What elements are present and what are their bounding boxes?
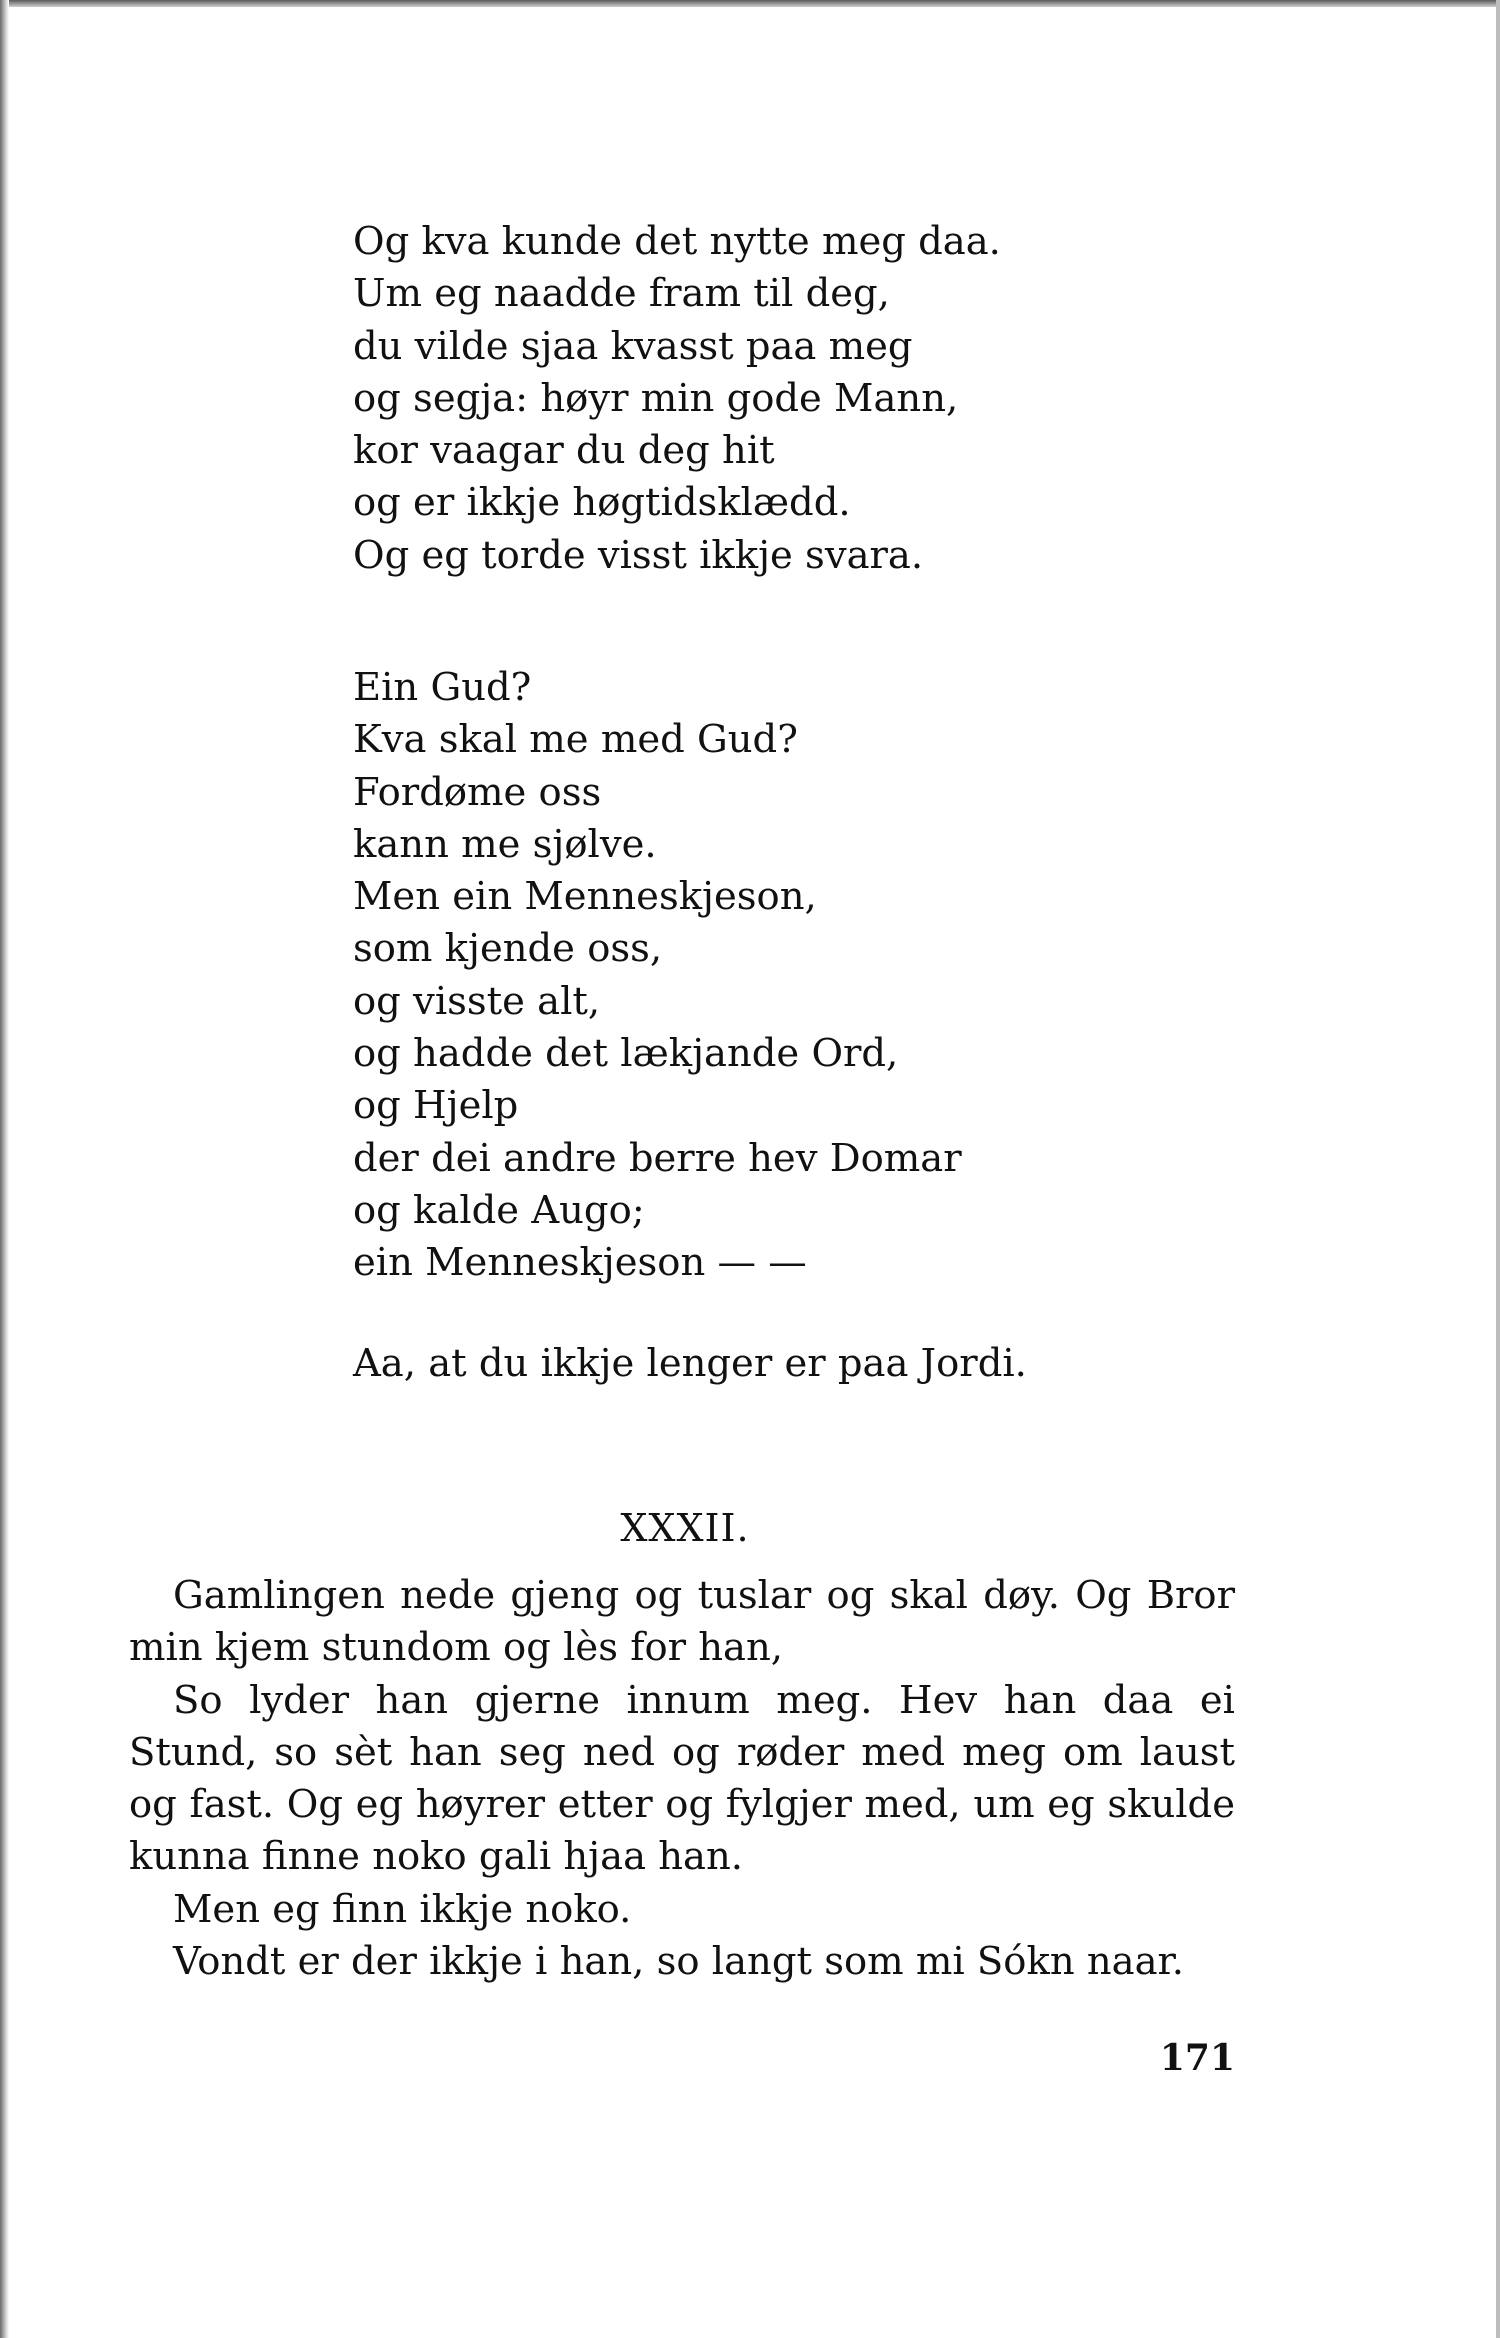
verse-line: Fordøme oss — [353, 769, 602, 815]
poem-stanza-3 — [353, 1338, 1027, 1390]
verse-line: Aa, at du ikkje lenger er paa Jordi. — [353, 1341, 1027, 1386]
verse-line: kor vaagar du deg hit — [353, 428, 775, 474]
verse-line: og segja: høyr min gode Mann, — [353, 375, 959, 421]
verse-line: der dei andre berre hev Domar — [353, 1135, 962, 1181]
prose-section — [129, 1570, 1235, 1988]
verse-line: Kva skal me med Gud? — [353, 717, 798, 763]
paragraph: Vondt er der ikkje i han, so langt som mi Sókn naar. — [173, 1939, 1184, 1985]
page-edge-top — [0, 0, 1500, 7]
verse-line: Um eg naadde fram til deg, — [353, 271, 890, 317]
verse-line: og visste alt, — [353, 978, 601, 1024]
verse-line: og kalde Augo; — [353, 1187, 645, 1233]
poem-stanza-2 — [353, 662, 962, 1290]
verse-line: og er ikkje høgtidsklædd. — [353, 480, 851, 526]
verse-line: og Hjelp — [353, 1083, 519, 1129]
paragraph: Gamlingen nede gjeng og tuslar og skal døy. Og Bror min kjem stundom og lès for han, — [129, 1573, 1235, 1671]
paragraph: Men eg finn ikkje noko. — [173, 1886, 632, 1932]
verse-line: Ein Gud? — [353, 665, 532, 710]
poem-stanza-1 — [353, 216, 1001, 582]
page-number: 171 — [1159, 2037, 1235, 2079]
paragraph: So lyder han gjerne innum meg. Hev han daa ei Stund, so sèt han seg ned og røder med meg om laust og fast. Og eg høyrer etter og fylgjer med, um eg skulde kunna finne noko gali hjaa han. — [129, 1677, 1235, 1880]
verse-line: Og kva kunde det nytte meg daa. — [353, 219, 1001, 264]
verse-line: og hadde det lækjande Ord, — [353, 1031, 899, 1077]
page-edge-right — [1496, 0, 1500, 2338]
verse-line: kann me sjølve. — [353, 821, 657, 867]
verse-line: ein Menneskjeson — — — [353, 1240, 807, 1286]
verse-line: som kjende oss, — [353, 926, 663, 972]
section-heading: XXXII. — [620, 1506, 750, 1550]
verse-line: du vilde sjaa kvasst paa meg — [353, 323, 913, 369]
verse-line: Og eg torde visst ikkje svara. — [353, 532, 924, 578]
verse-line: Men ein Menneskjeson, — [353, 874, 817, 920]
page-edge-left — [0, 0, 9, 2338]
